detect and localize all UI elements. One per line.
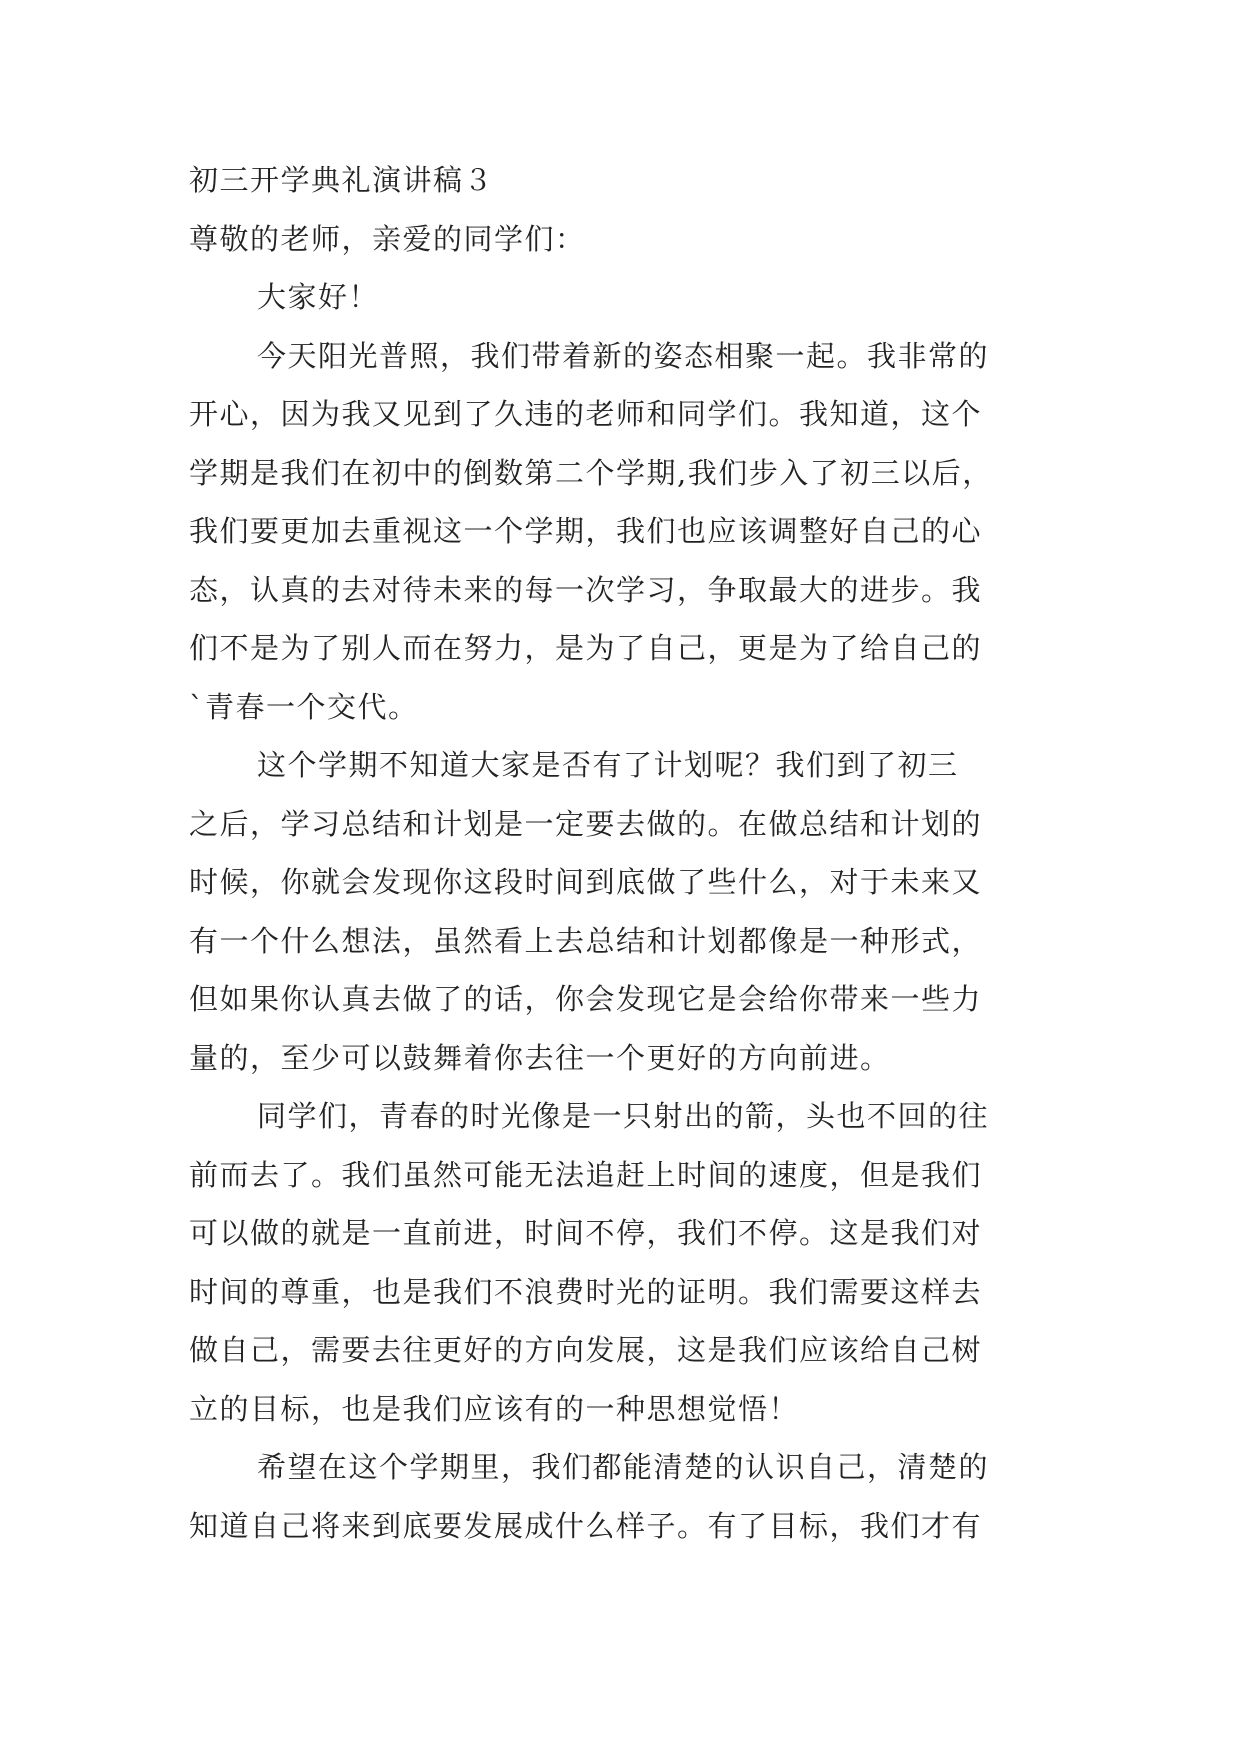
document-title: 初三开学典礼演讲稿３ — [189, 163, 495, 197]
paragraph-line: 立的目标，也是我们应该有的一种思想觉悟！ — [189, 1391, 800, 1426]
paragraph-line: 之后，学习总结和计划是一定要去做的。在做总结和计划的 — [189, 806, 983, 841]
paragraph-line: 态，认真的去对待未来的每一次学习，争取最大的进步。我 — [189, 572, 983, 607]
paragraph-2 — [189, 736, 1051, 1087]
paragraph-line: 时间的尊重，也是我们不浪费时光的证明。我们需要这样去 — [189, 1274, 983, 1309]
salutation: 尊敬的老师，亲爱的同学们： — [189, 221, 586, 256]
paragraph-line: 我们要更加去重视这一个学期，我们也应该调整好自己的心 — [189, 514, 983, 548]
paragraph-line: `青春一个交代。 — [189, 689, 419, 724]
paragraph-line: 做自己，需要去往更好的方向发展，这是我们应该给自己树 — [189, 1333, 983, 1367]
document-body — [189, 151, 1051, 1555]
paragraph-line: 前而去了。我们虽然可能无法追赶上时间的速度，但是我们 — [189, 1157, 983, 1192]
paragraph-1 — [189, 327, 1051, 737]
paragraph-line: 知道自己将来到底要发展成什么样子。有了目标，我们才有 — [189, 1508, 983, 1543]
paragraph-3 — [189, 1087, 1051, 1438]
paragraph-line: 可以做的就是一直前进，时间不停，我们不停。这是我们对 — [189, 1216, 983, 1250]
paragraph-line: 时候，你就会发现你这段时间到底做了些什么，对于未来又 — [189, 865, 983, 899]
paragraph-line: 开心，因为我又见到了久违的老师和同学们。我知道，这个 — [189, 397, 983, 431]
paragraph-line: 学期是我们在初中的倒数第二个学期,我们步入了初三以后， — [189, 455, 993, 490]
paragraph-line: 同学们，青春的时光像是一只射出的箭，头也不回的往 — [257, 1099, 990, 1133]
paragraph-line: 今天阳光普照，我们带着新的姿态相聚一起。我非常的 — [257, 338, 990, 373]
paragraph-4 — [189, 1438, 1051, 1555]
paragraph-line: 这个学期不知道大家是否有了计划呢？我们到了初三 — [257, 748, 959, 782]
paragraph-line: 们不是为了别人而在努力，是为了自己，更是为了给自己的 — [189, 631, 983, 665]
paragraph-line: 量的，至少可以鼓舞着你去往一个更好的方向前进。 — [189, 1040, 891, 1075]
paragraph-line: 但如果你认真去做了的话，你会发现它是会给你带来一些力 — [189, 982, 983, 1016]
paragraph-line: 希望在这个学期里，我们都能清楚的认识自己，清楚的 — [257, 1450, 990, 1484]
paragraph-line: 有一个什么想法，虽然看上去总结和计划都像是一种形式， — [189, 923, 983, 958]
greeting: 大家好！ — [257, 280, 380, 314]
